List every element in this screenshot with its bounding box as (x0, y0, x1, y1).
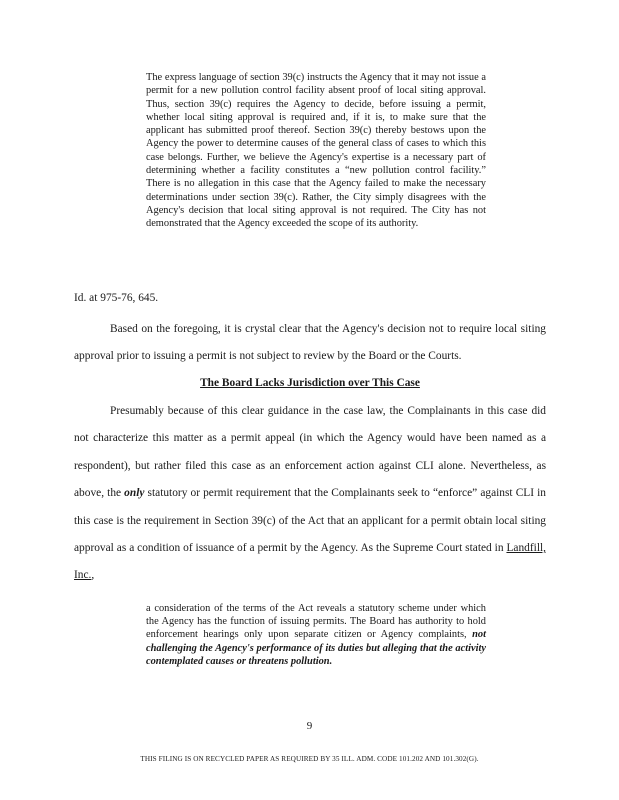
block-quote-landfill-2 (146, 602, 486, 668)
block-quote-2-text: a consideration of the terms of the Act reveals a statutory scheme under which the Agency has the function of issuing permits. The Board has authority to hold enforcement hearings only upon separate citizen or Agency complaints, (146, 603, 486, 641)
block-quote-2-emphasis: not challenging the Agency's performance of its duties but alleging that the activity contemplated causes or threatens pollution. (146, 629, 486, 667)
page-number: 9 (306, 720, 313, 732)
paragraph-jurisdiction-part-1: Presumably because of this clear guidance in the case law, the Complainants in this case did not characterize this matter as a permit appeal (in which the Agency would have been named as a respondent), but rather filed this case as an enforcement action against CLI alone. Nevertheless, as above, the (74, 405, 546, 500)
emphasis-only: only (124, 487, 145, 500)
block-quote-landfill-1 (146, 71, 486, 231)
block-quote-text: The express language of section 39(c) instructs the Agency that it may not issue a permit for a new pollution control facility absent proof of local siting approval. Thus, section 39(c) requires the Agency to decide, before issuing a permit, whether local siting approval is required and, if it is, to make sure that the applicant has submitted proof thereof. Section 39(c) thereby bestows upon the Agency the power to determine causes of the general class of cases to which this case belongs. Further, we believe the Agency's expertise is a necessary part of determining whether a facility constitutes a “new pollution control facility.” There is no allegation in this case that the Agency failed to make the necessary determinations under section 39(c). Rather, the City simply disagrees with the Agency's decision that local siting approval is not required. The City has not demonstrated that the Agency exceeded the scope of its authority. (146, 72, 486, 230)
citation: Id. at 975-76, 645. (74, 292, 159, 304)
case-name: Landfill, Inc. (74, 542, 546, 582)
recycled-paper-footer: THIS FILING IS ON RECYCLED PAPER AS REQUIRED BY 35 ILL. ADM. CODE 101.202 AND 101.302(G). (140, 755, 479, 763)
paragraph-jurisdiction (74, 398, 546, 590)
paragraph-jurisdiction-part-2: statutory or permit requirement that the Complainants seek to “enforce” against CLI in this case is the requirement in Section 39(c) of the Act that an applicant for a permit obtain local siting approval as a condition of issuance of a permit by the Agency. As the Supreme Court stated in (74, 487, 547, 555)
paragraph-conclusion (74, 316, 546, 371)
section-heading: The Board Lacks Jurisdiction over This Case (200, 377, 420, 389)
paragraph-jurisdiction-part-3: , (91, 569, 95, 582)
paragraph-conclusion-text: Based on the foregoing, it is crystal clear that the Agency's decision not to require local siting approval prior to issuing a permit is not subject to review by the Board or the Courts. (74, 323, 546, 363)
